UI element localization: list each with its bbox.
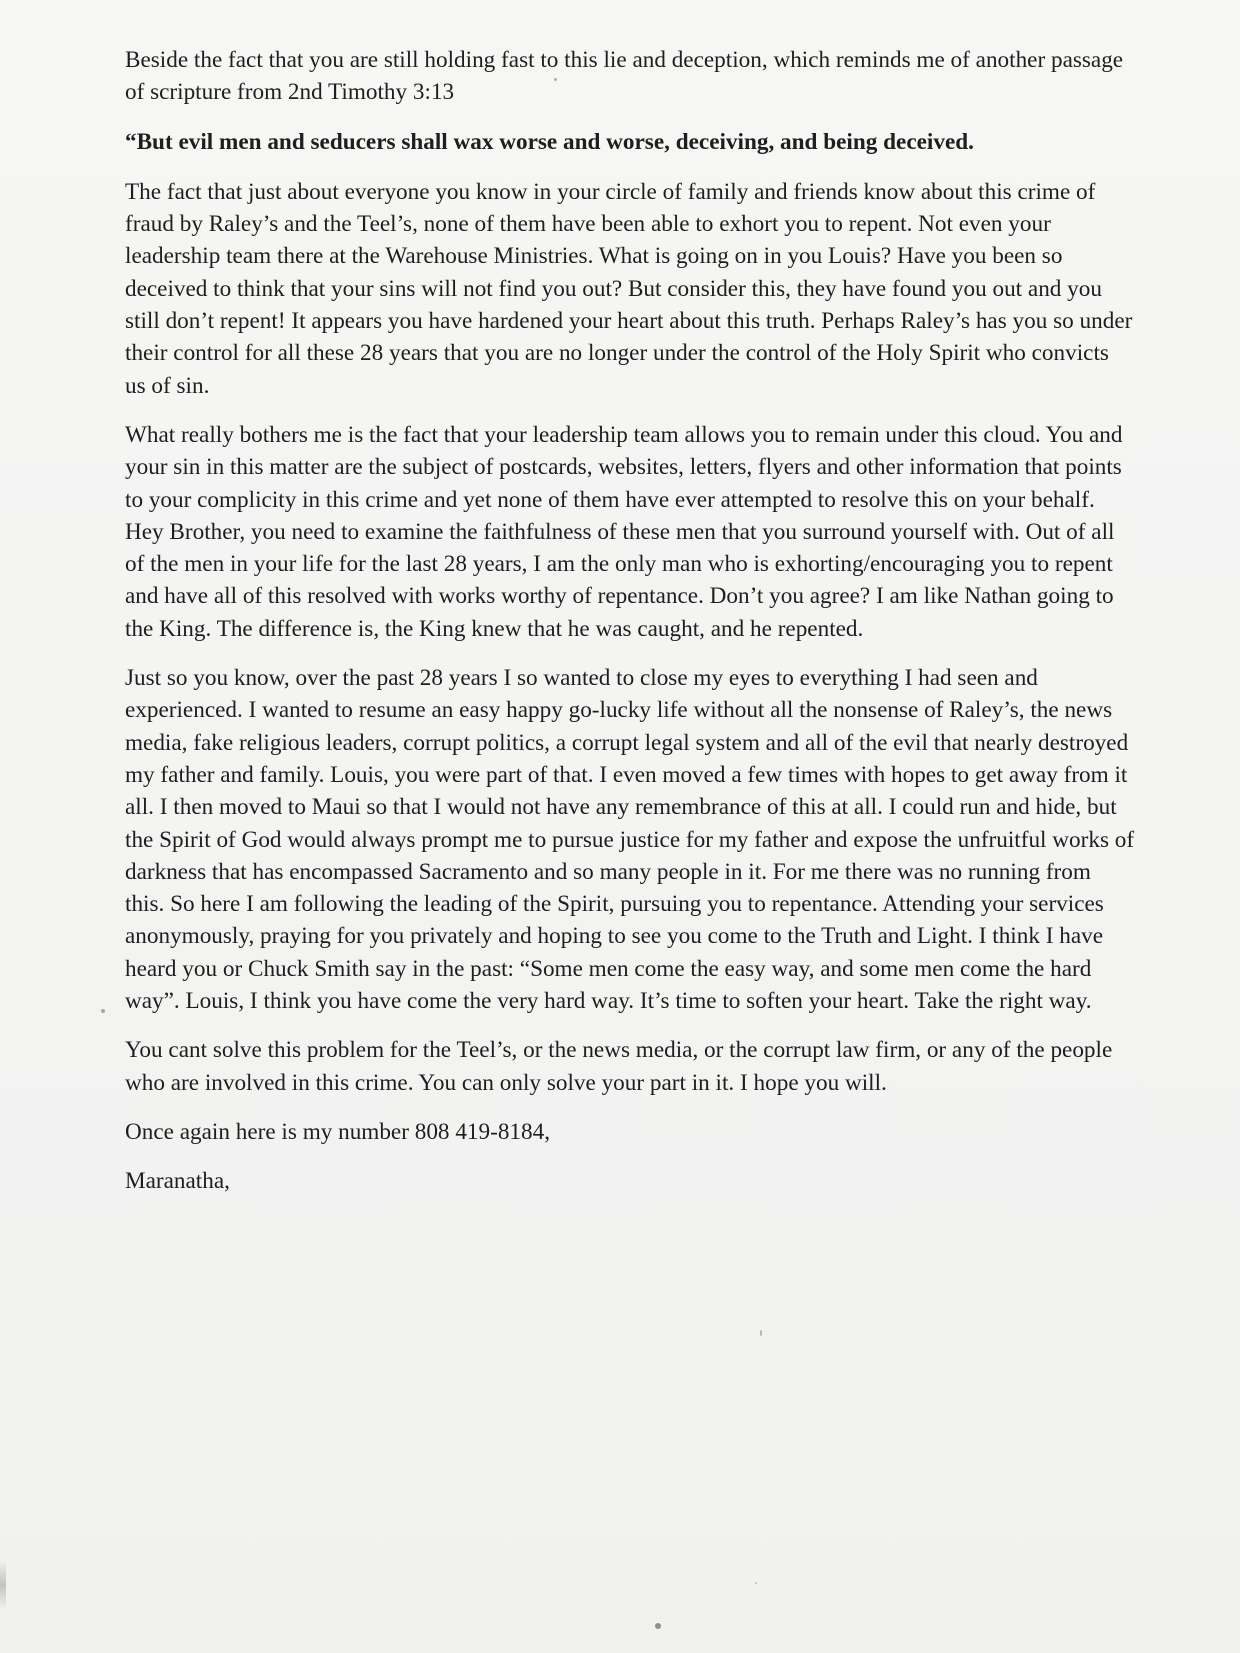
scan-speck [554, 78, 557, 81]
contact-line: Once again here is my number 808 419-8184, [125, 1118, 550, 1145]
closing-signoff: Maranatha, [125, 1168, 230, 1195]
scan-edge-mark [0, 1560, 6, 1610]
body-paragraph-past-years: Just so you know, over the past 28 years I so wanted to close my eyes to everything I had seen and experienced. I wanted to resume an easy happy go-lucky life without all the nonsense of Raley’s, the news media, fake religious leaders, corrupt politics, a corrupt legal system and all of the evil that nearly destroyed my father and family. Louis, you were part of that. I even moved a few times with hopes to get away from it all. I then moved to Maui so that I would not have any remembrance of this at all. I could run and hide, but the Spirit of God would always prompt me to pursue justice for my father and expose the unfruitful works of darkness that has encompassed Sacramento and so many people in it. For me there was no running from this. So here I am following the leading of the Spirit, pursuing you to repentance. Attending your services anonymously, praying for you privately and hoping to see you come to the Truth and Light. I think I have heard you or Chuck Smith say in the past: “Some men come the easy way, and some men come the hard way”. Louis, I think you have come the very hard way. It’s time to soften your heart. Take the right way. [125, 665, 1135, 1015]
scan-speck [760, 1330, 762, 1336]
intro-paragraph: Beside the fact that you are still holding fast to this lie and deception, which reminds me of another passage of scripture from 2nd Timothy 3:13 [125, 47, 1124, 106]
letter-body [125, 44, 1135, 1215]
scan-speck [755, 1582, 757, 1584]
scripture-quote: “But evil men and seducers shall wax worse and worse, deceiving, and being deceived. [125, 128, 974, 155]
body-paragraph-solve: You cant solve this problem for the Teel’s, or the news media, or the corrupt law firm, or any of the people who are involved in this crime. You can only solve your part in it. I hope you will. [125, 1037, 1113, 1096]
scan-speck [101, 1009, 105, 1013]
scan-speck [655, 1623, 661, 1629]
body-paragraph-repent: The fact that just about everyone you know in your circle of family and friends know about this crime of fraud by Raley’s and the Teel’s, none of them have been able to exhort you to repent. Not even your leadership team there at the Warehouse Ministries. What is going on in you Louis? Have you been so deceived to think that your sins will not find you out? But consider this, they have found you out and you still don’t repent! It appears you have hardened your heart about this truth. Perhaps Raley’s has you so under their control for all these 28 years that you are no longer under the control of the Holy Spirit who convicts us of sin. [125, 178, 1133, 399]
body-paragraph-leadership: What really bothers me is the fact that your leadership team allows you to remain under this cloud. You and your sin in this matter are the subject of postcards, websites, letters, flyers and other information that points to your complicity in this crime and yet none of them have ever attempted to resolve this on your behalf. Hey Brother, you need to examine the faithfulness of these men that you surround yourself with. Out of all of the men in your life for the last 28 years, I am the only man who is exhorting/encouraging you to repent and have all of this resolved with works worthy of repentance. Don’t you agree? I am like Nathan going to the King. The difference is, the King knew that he was caught, and he repented. [125, 421, 1123, 642]
